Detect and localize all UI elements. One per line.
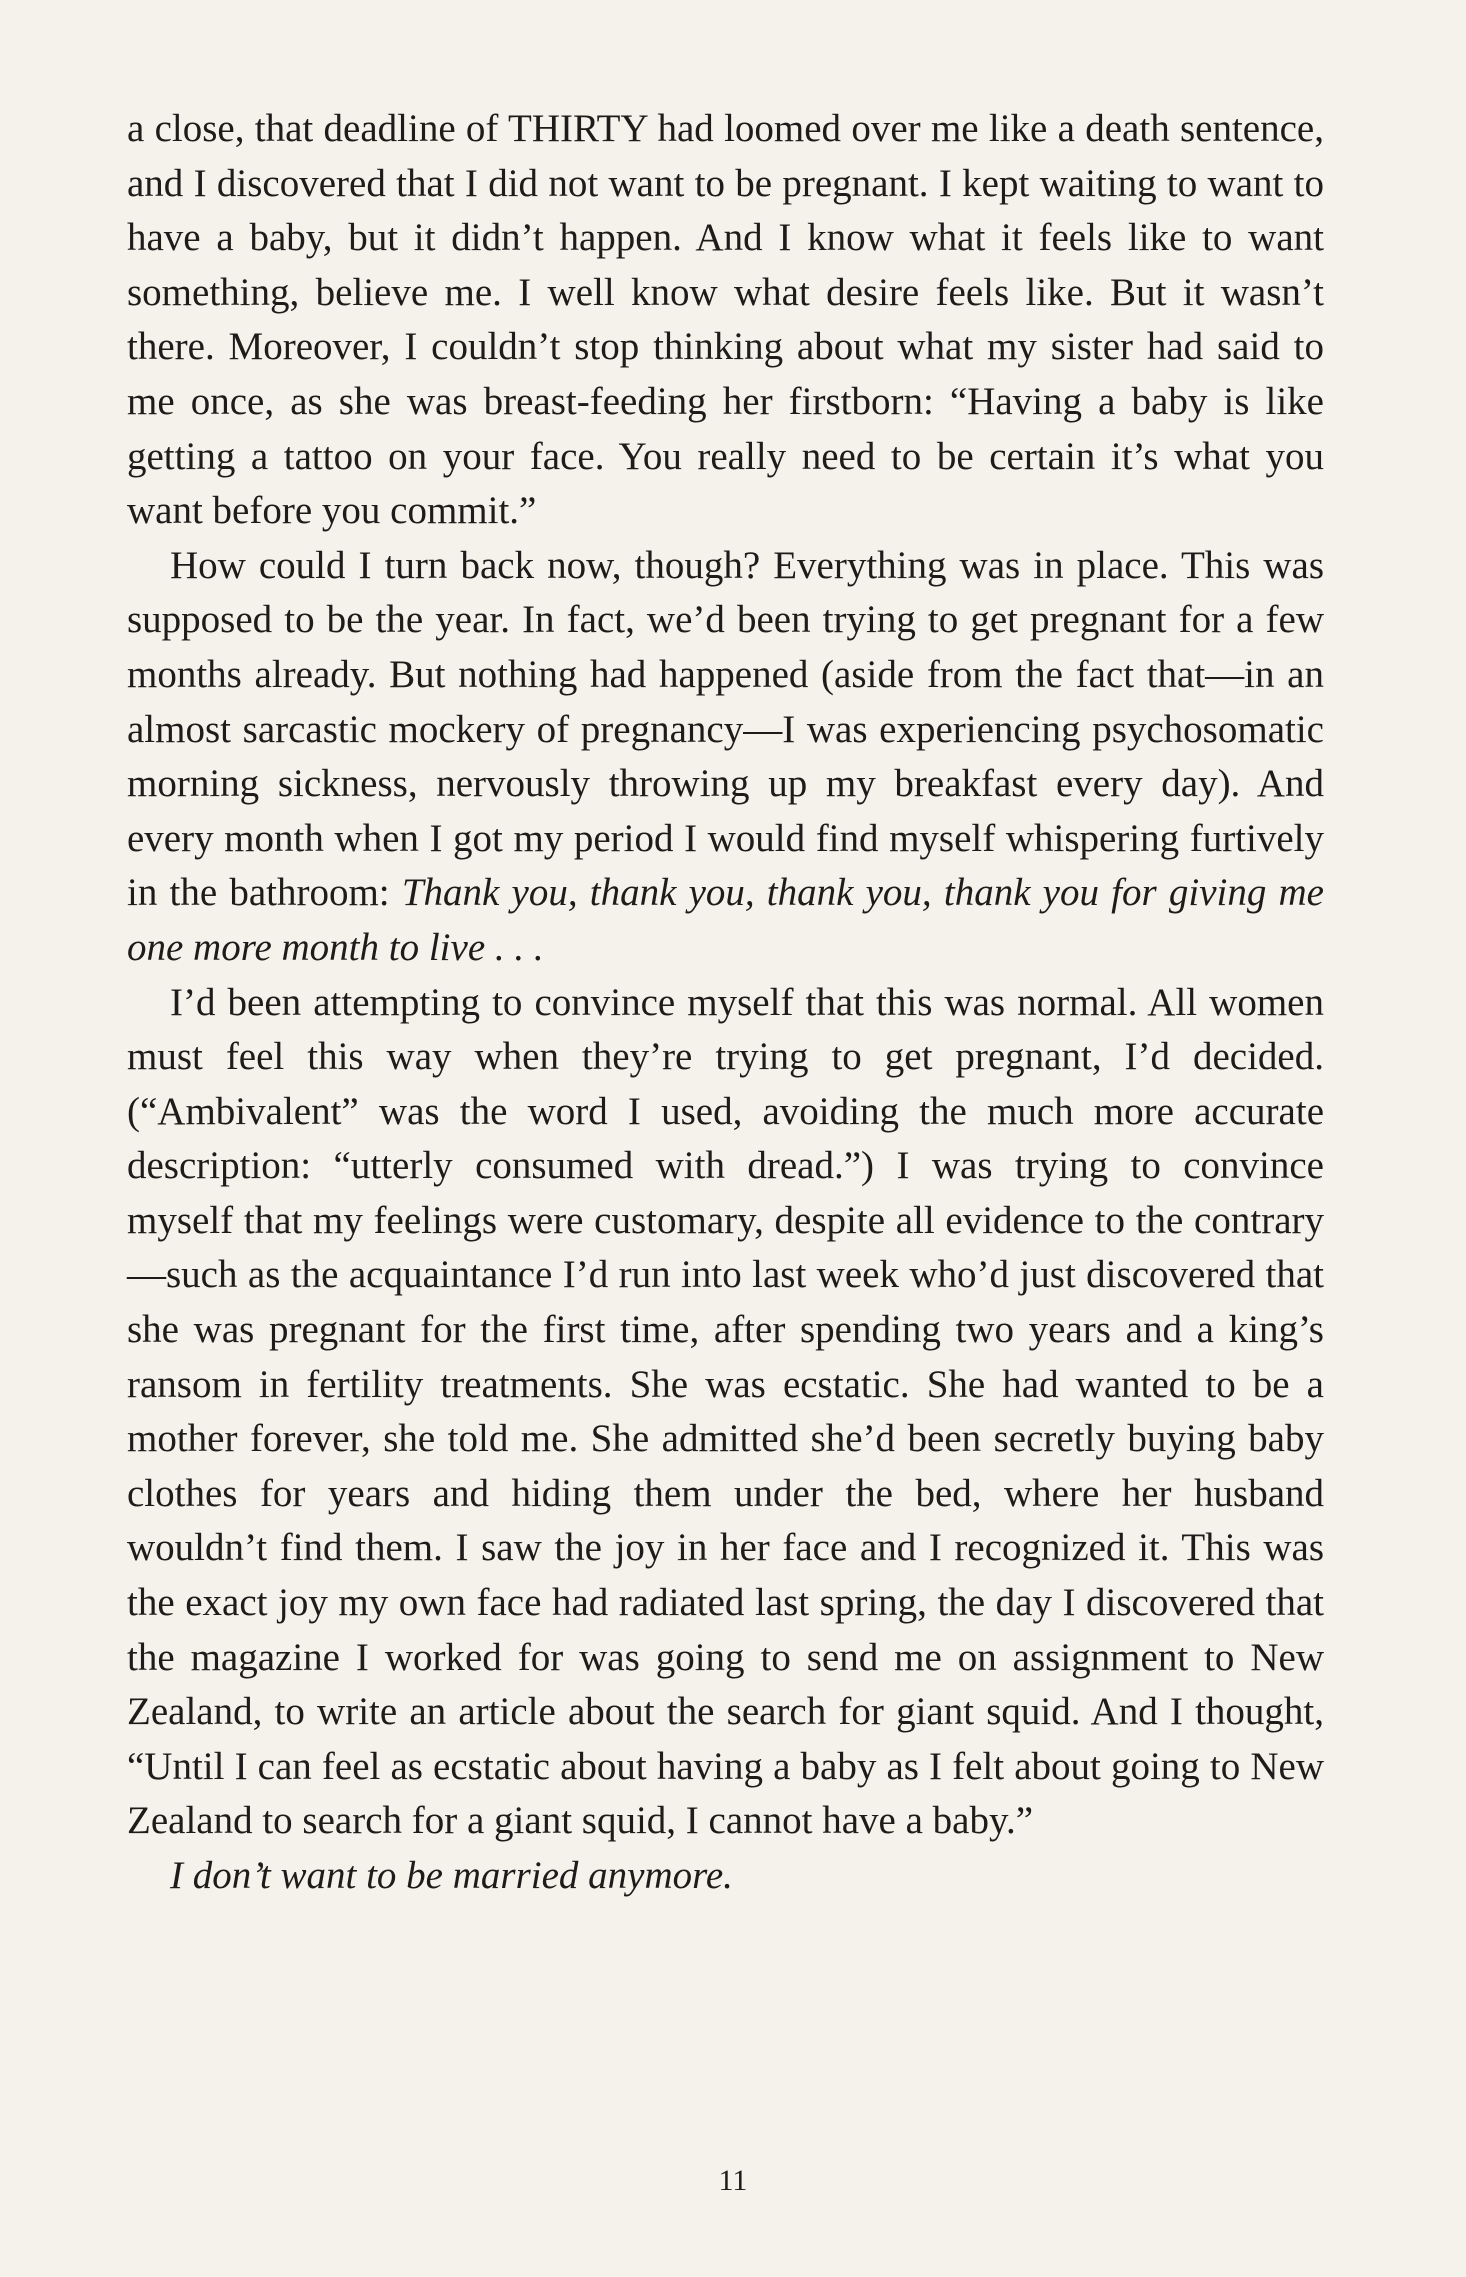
paragraph-2-italic: Thank you, thank you, thank you, thank you for giving me one more month to live . . . xyxy=(127,871,1324,969)
paragraph-2 xyxy=(127,539,1324,976)
paragraph-4: I don’t want to be married anymore. xyxy=(170,1854,733,1897)
paragraph-1: a close, that deadline of THIRTY had loomed over me like a death sentence, and I discovered that I did not want to be pregnant. I kept waiting to want to have a baby, but it didn’t happen. And I know what it feels like to want something, believe me. I well know what desire feels like. But it wasn’t there. Moreover, I couldn’t stop thinking about what my sister had said to me once, as she was breast-feeding her firstborn: “Having a baby is like getting a tattoo on your face. You really need to be certain it’s what you want before you commit.” xyxy=(127,107,1324,533)
paragraph-3: I’d been attempting to convince myself that this was normal. All women must feel this way when they’re trying to get pregnant, I’d decided. (“Ambivalent” was the word I used, avoiding the much more accurate description: “utterly consumed with dread.”) I was trying to convince myself that my feelings were customary, despite all evidence to the contrary—such as the acquaintance I’d run into last week who’d just discovered that she was pregnant for the first time, after spending two years and a king’s ransom in fertility treatments. She was ecstatic. She had wanted to be a mother forever, she told me. She admitted she’d been secretly buying baby clothes for years and hiding them under the bed, where her husband wouldn’t find them. I saw the joy in her face and I recognized it. This was the exact joy my own face had radiated last spring, the day I discovered that the magazine I worked for was going to send me on assignment to New Zealand, to write an article about the search for giant squid. And I thought, “Until I can feel as ecstatic about having a baby as I felt about going to New Zealand to search for a giant squid, I cannot have a baby.” xyxy=(127,980,1324,1843)
page-number: 11 xyxy=(718,2164,748,2197)
paragraph-2-text: How could I turn back now, though? Everything was in place. This was supposed to be the year. In fact, we’d been trying to get pregnant for a few months already. But nothing had happened (aside from the fact that—in an almost sarcastic mockery of pregnancy—I was experiencing psychosomatic morning sickness, nervously throwing up my breakfast every day). And every month when I got my period I would find myself whispering furtively in the bathroom: xyxy=(127,543,1324,915)
body-text xyxy=(127,102,1324,1904)
